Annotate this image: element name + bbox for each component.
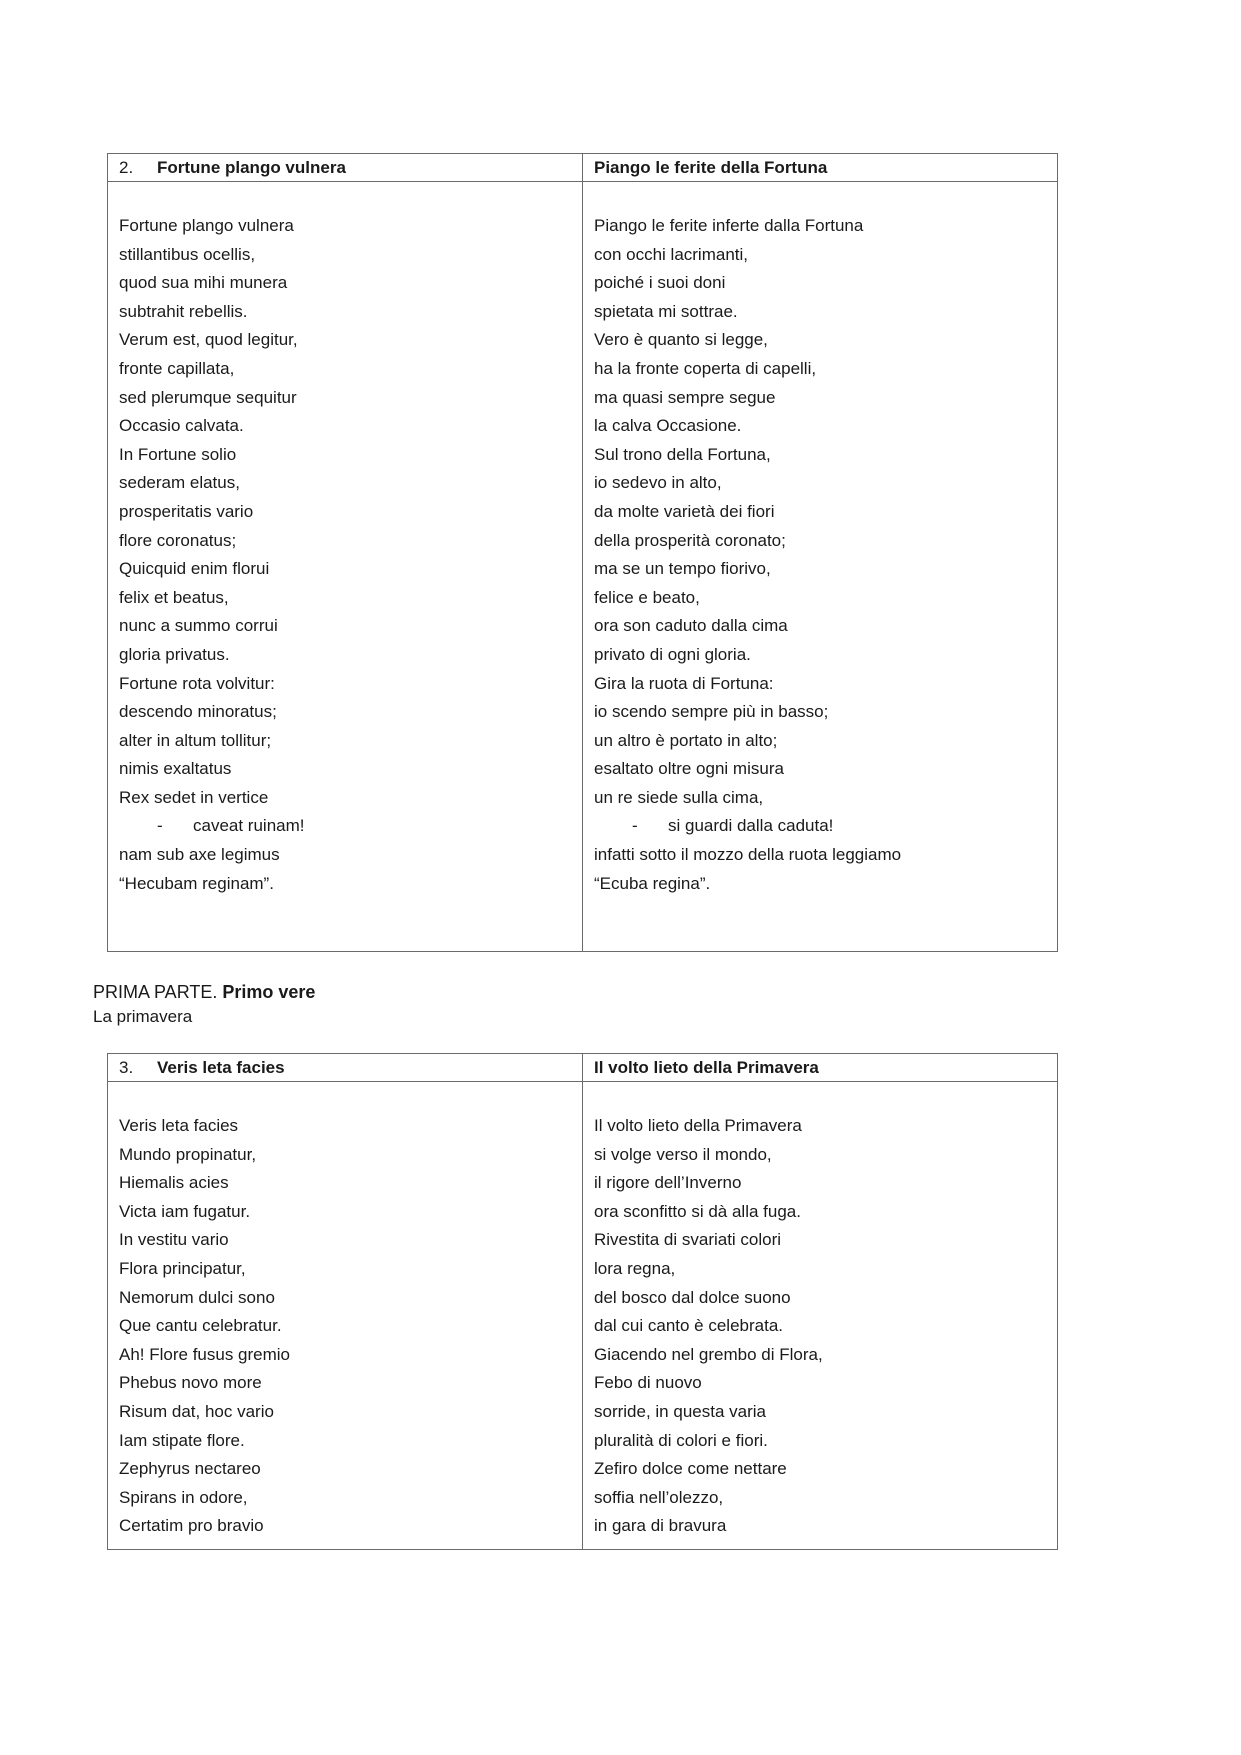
italian-text-cell — [583, 182, 1058, 952]
verse-line: poiché i suoi doni — [594, 273, 726, 293]
verse-line: Fortune plango vulnera — [119, 216, 294, 235]
latin-title: Veris leta facies — [157, 1058, 285, 1077]
song-table-fortune — [107, 153, 1058, 952]
section-subtitle: La primavera — [93, 1007, 193, 1026]
verse-line: Giacendo nel grembo di Flora, — [594, 1344, 823, 1364]
italian-title: Piango le ferite della Fortuna — [594, 158, 828, 177]
verse-line: sederam elatus, — [119, 473, 240, 493]
verse-line: nunc a summo corrui — [119, 616, 278, 636]
verse-line: Occasio calvata. — [119, 416, 244, 436]
latin-text-cell — [108, 1082, 583, 1550]
verse-line: sed plerumque sequitur — [119, 387, 297, 407]
dash-mark: - — [632, 816, 638, 836]
verse-line: lora regna, — [594, 1258, 676, 1278]
verse-line: ha la fronte coperta di capelli, — [594, 358, 817, 378]
verse-line: da molte varietà dei fiori — [594, 501, 775, 521]
verse-line: Hiemalis acies — [119, 1173, 229, 1193]
latin-title-cell — [108, 154, 583, 182]
verse-line: io scendo sempre più in basso; — [594, 702, 829, 722]
verse-line: spietata mi sottrae. — [594, 301, 738, 321]
verse-line: Zephyrus nectareo — [119, 1459, 261, 1479]
verse-line: felice e beato, — [594, 587, 700, 607]
verse-line: in gara di bravura — [594, 1516, 727, 1536]
verse-line: un re siede sulla cima, — [594, 787, 764, 807]
verse-line: Phebus novo more — [119, 1373, 262, 1393]
verse-line-text: si guardi dalla caduta! — [668, 816, 834, 836]
verse-line: Verum est, quod legitur, — [119, 330, 298, 350]
verse-line: Rex sedet in vertice — [119, 787, 269, 807]
verse-line-dashed — [119, 812, 571, 841]
verse-line: Flora principatur, — [119, 1258, 246, 1278]
verse-line: ora son caduto dalla cima — [594, 616, 788, 636]
verse-line: del bosco dal dolce suono — [594, 1287, 791, 1307]
verse-line: alter in altum tollitur; — [119, 730, 272, 750]
verse-line: si volge verso il mondo, — [594, 1144, 772, 1164]
verse-line: Gira la ruota di Fortuna: — [594, 673, 774, 693]
table-body-row — [108, 182, 1058, 952]
song-number: 2. — [119, 158, 134, 177]
verse-line: pluralità di colori e fiori. — [594, 1430, 768, 1450]
table-header-row — [108, 154, 1058, 182]
verse-line: Quicquid enim florui — [119, 559, 270, 579]
verse-line: In vestitu vario — [119, 1230, 229, 1250]
table-body-row — [108, 1082, 1058, 1550]
section-part-label: PRIMA PARTE. — [93, 982, 218, 1002]
verse-line: stillantibus ocellis, — [119, 244, 256, 264]
verse-line-dashed — [594, 812, 1046, 841]
italian-title-cell — [583, 1054, 1058, 1082]
dash-mark: - — [157, 816, 163, 836]
verse-line: Risum dat, hoc vario — [119, 1401, 274, 1421]
verse-line: Mundo propinatur, — [119, 1144, 257, 1164]
verse-line: “Hecubam reginam”. — [119, 873, 274, 893]
verse-line: Que cantu celebratur. — [119, 1316, 282, 1336]
latin-title-cell — [108, 1054, 583, 1082]
verse-line: descendo minoratus; — [119, 702, 277, 722]
verse-line: ora sconfitto si dà alla fuga. — [594, 1201, 801, 1221]
verse-line: Nemorum dulci sono — [119, 1287, 275, 1307]
verse-line: privato di ogni gloria. — [594, 644, 751, 664]
verse-line: Ah! Flore fusus gremio — [119, 1344, 291, 1364]
verse-line: soffia nell’olezzo, — [594, 1487, 724, 1507]
verse-line: io sedevo in alto, — [594, 473, 722, 493]
verse-line: un altro è portato in alto; — [594, 730, 778, 750]
italian-title: Il volto lieto della Primavera — [594, 1058, 819, 1077]
verse-line: la calva Occasione. — [594, 416, 742, 436]
verse-line: con occhi lacrimanti, — [594, 244, 749, 264]
latin-text-cell — [108, 182, 583, 952]
verse-line: felix et beatus, — [119, 587, 229, 607]
verse-line: prosperitatis vario — [119, 501, 254, 521]
verse-line: sorride, in questa varia — [594, 1401, 766, 1421]
verse-line: esaltato oltre ogni misura — [594, 759, 784, 779]
verse-line: infatti sotto il mozzo della ruota leggiamo — [594, 845, 902, 865]
song-table-spring — [107, 1053, 1058, 1550]
verse-line: Rivestita di svariati colori — [594, 1230, 782, 1250]
verse-line: “Ecuba regina”. — [594, 873, 711, 893]
verse-line: Veris leta facies — [119, 1116, 239, 1135]
verse-line: Certatim pro bravio — [119, 1516, 264, 1536]
verse-line: subtrahit rebellis. — [119, 301, 248, 321]
verse-line-text: caveat ruinam! — [193, 816, 305, 836]
verse-line: fronte capillata, — [119, 358, 235, 378]
verse-line: Il volto lieto della Primavera — [594, 1116, 802, 1135]
verse-line: In Fortune solio — [119, 444, 237, 464]
verse-line: nimis exaltatus — [119, 759, 232, 779]
verse-line: flore coronatus; — [119, 530, 237, 550]
section-heading — [93, 980, 315, 1004]
verse-line: Piango le ferite inferte dalla Fortuna — [594, 216, 864, 235]
italian-text-cell — [583, 1082, 1058, 1550]
song-number: 3. — [119, 1058, 134, 1077]
verse-line: Sul trono della Fortuna, — [594, 444, 771, 464]
italian-title-cell — [583, 154, 1058, 182]
table-header-row — [108, 1054, 1058, 1082]
verse-line: dal cui canto è celebrata. — [594, 1316, 784, 1336]
verse-line: della prosperità coronato; — [594, 530, 786, 550]
verse-line: gloria privatus. — [119, 644, 230, 664]
verse-line: nam sub axe legimus — [119, 845, 280, 865]
verse-line: Iam stipate flore. — [119, 1430, 245, 1450]
verse-line: Fortune rota volvitur: — [119, 673, 275, 693]
verse-line: quod sua mihi munera — [119, 273, 288, 293]
verse-line: il rigore dell’Inverno — [594, 1173, 742, 1193]
verse-line: ma quasi sempre segue — [594, 387, 776, 407]
verse-line: Zefiro dolce come nettare — [594, 1459, 787, 1479]
verse-line: Spirans in odore, — [119, 1487, 248, 1507]
verse-line: Febo di nuovo — [594, 1373, 702, 1393]
section-title: Primo vere — [222, 982, 316, 1002]
latin-title: Fortune plango vulnera — [157, 158, 346, 177]
verse-line: ma se un tempo fiorivo, — [594, 559, 771, 579]
verse-line: Victa iam fugatur. — [119, 1201, 251, 1221]
verse-line: Vero è quanto si legge, — [594, 330, 768, 350]
